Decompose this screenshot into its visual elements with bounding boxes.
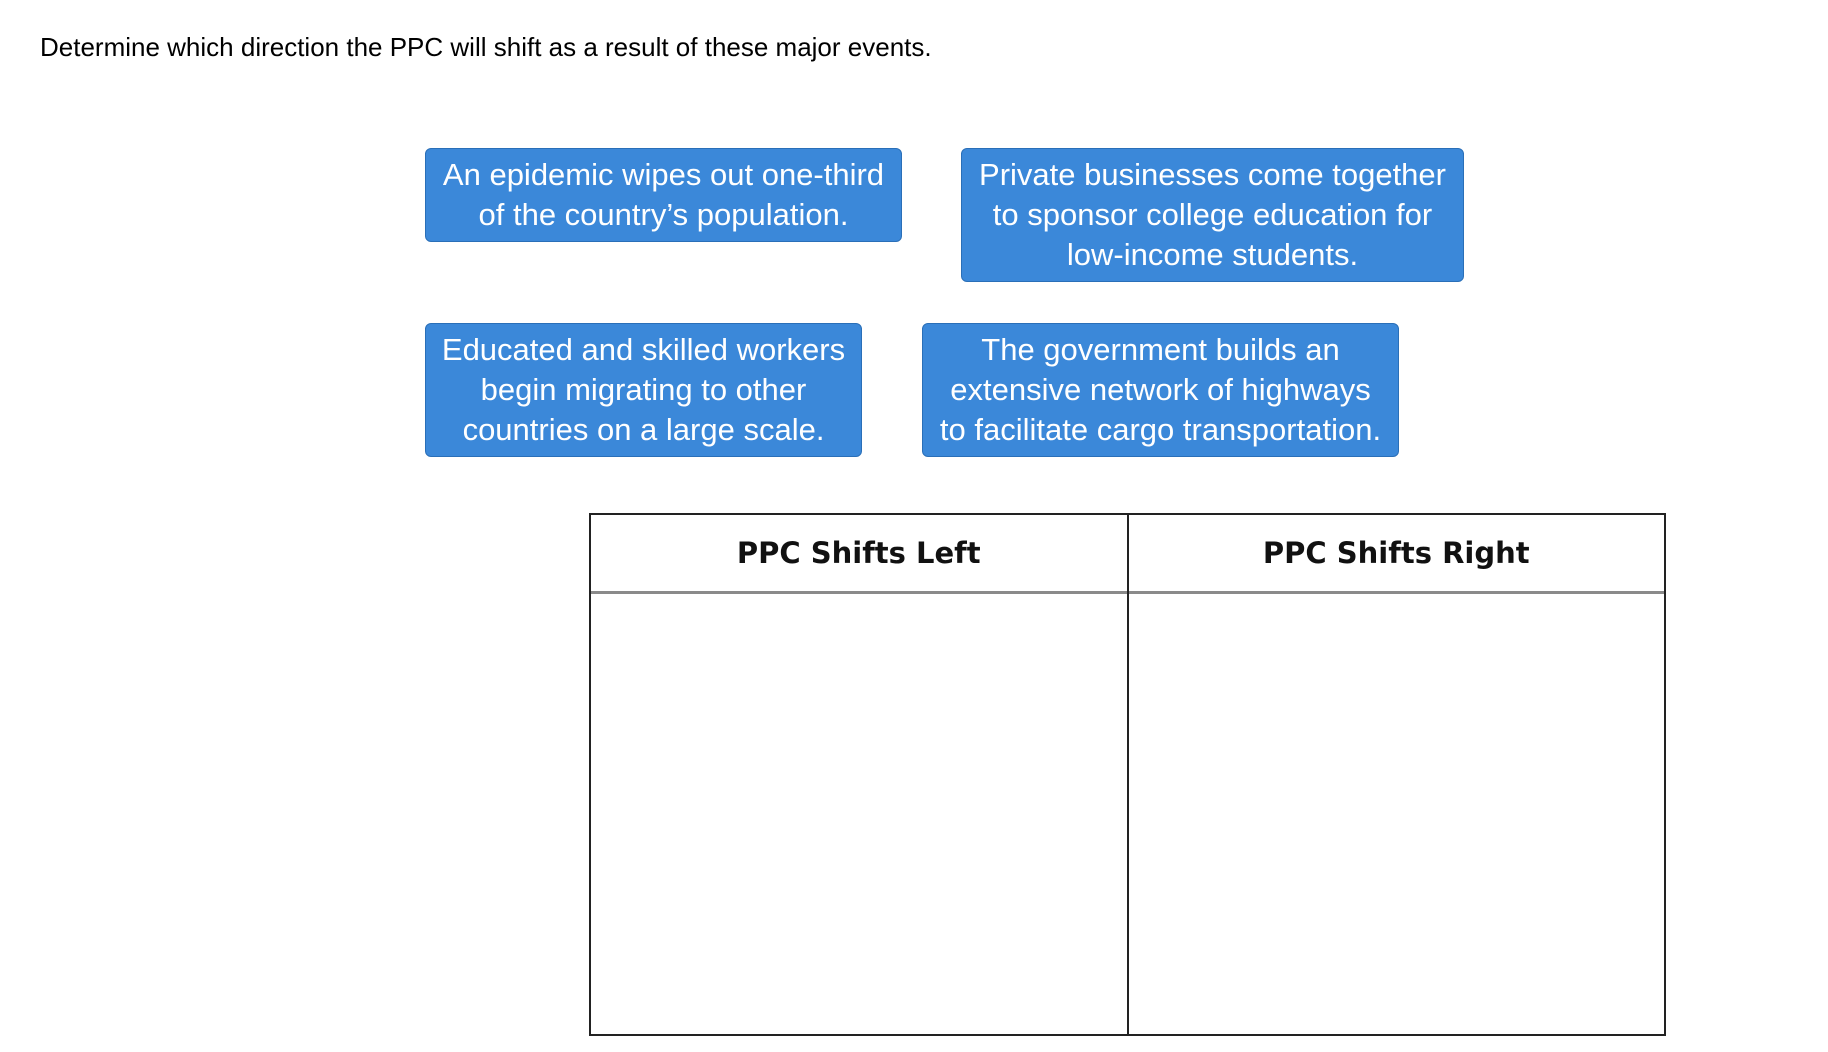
card-text bbox=[940, 330, 1381, 450]
card-line: Educated and skilled workers bbox=[441, 332, 846, 367]
card-line: of the country’s population. bbox=[478, 197, 849, 232]
card-line: to sponsor college education for bbox=[992, 197, 1433, 232]
card-line: An epidemic wipes out one-third bbox=[442, 157, 885, 192]
column-header-shifts-left: PPC Shifts Left bbox=[591, 515, 1127, 594]
instruction-text: Determine which direction the PPC will shift as a result of these major events. bbox=[40, 32, 932, 62]
card-line: to facilitate cargo transportation. bbox=[939, 412, 1382, 447]
card-line: countries on a large scale. bbox=[462, 412, 825, 447]
drop-zone-shifts-right[interactable] bbox=[1129, 594, 1665, 1034]
card-text bbox=[979, 155, 1446, 275]
card-line: extensive network of highways bbox=[950, 372, 1371, 407]
card-line: low-income students. bbox=[1066, 237, 1359, 272]
card-line: Private businesses come together bbox=[979, 157, 1446, 192]
column-header-shifts-right: PPC Shifts Right bbox=[1129, 515, 1665, 594]
draggable-card-worker-migration[interactable] bbox=[425, 323, 862, 457]
card-line: begin migrating to other bbox=[480, 372, 807, 407]
column-shifts-right bbox=[1127, 515, 1665, 1034]
draggable-card-epidemic[interactable] bbox=[425, 148, 902, 242]
draggable-card-college-sponsorship[interactable] bbox=[961, 148, 1464, 282]
drop-zone-shifts-left[interactable] bbox=[591, 594, 1127, 1034]
draggable-card-highways[interactable] bbox=[922, 323, 1399, 457]
column-shifts-left bbox=[591, 515, 1127, 1034]
card-line: The government builds an bbox=[981, 332, 1340, 367]
sorting-table bbox=[589, 513, 1666, 1036]
card-text bbox=[442, 330, 845, 450]
card-text bbox=[443, 155, 884, 235]
